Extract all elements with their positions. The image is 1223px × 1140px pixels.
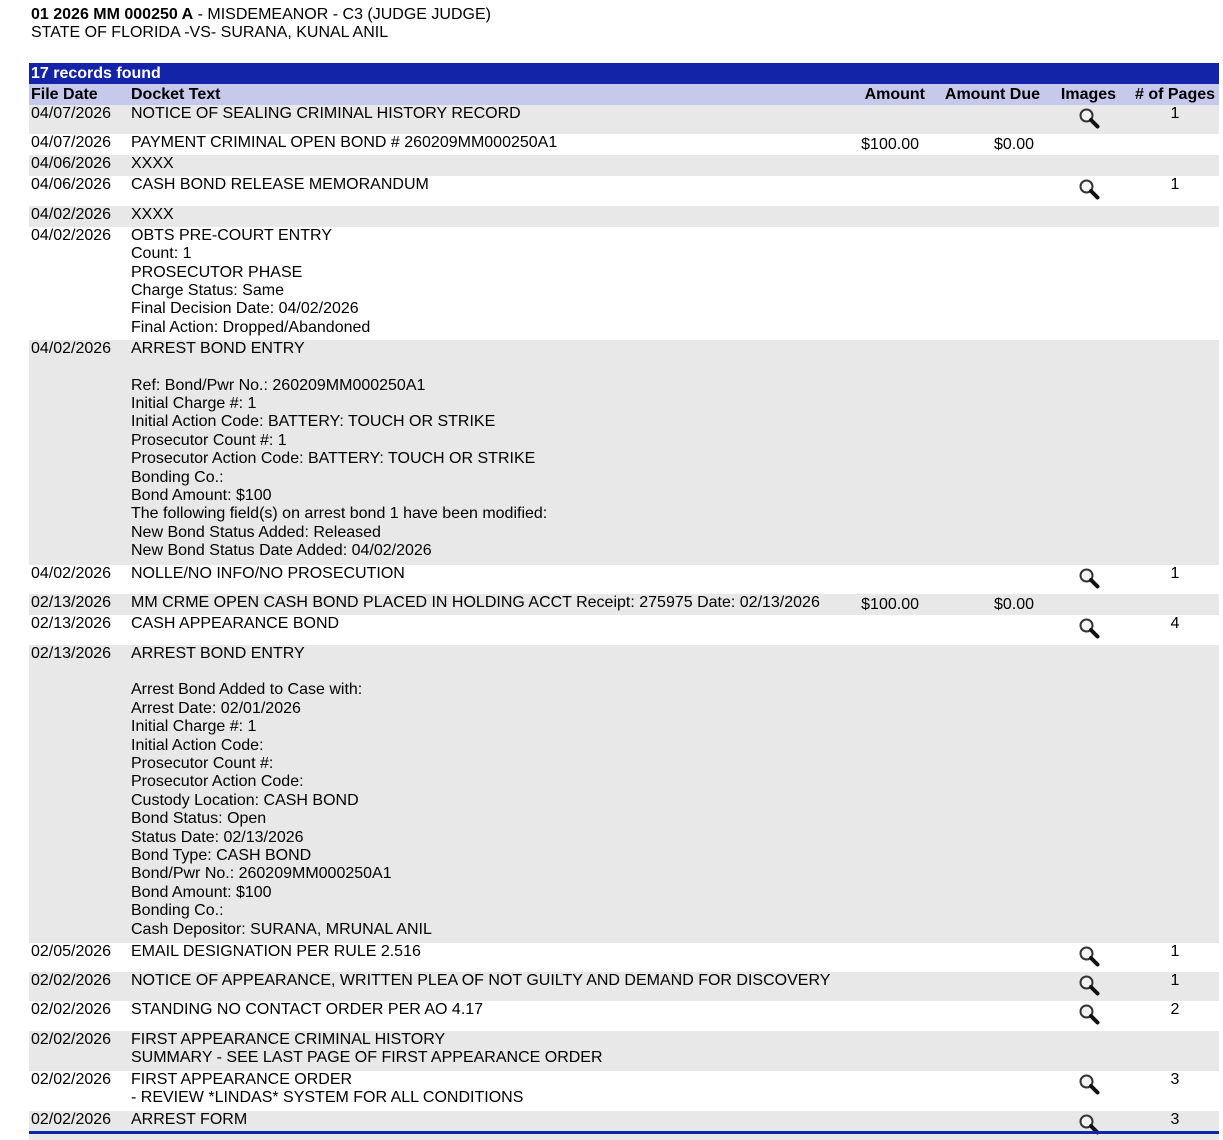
table-row	[29, 615, 1219, 644]
docket-text-line: Bonding Co.:	[131, 902, 224, 920]
table-row	[29, 972, 1219, 1001]
amount-due: $0.00	[931, 594, 1046, 615]
amount-due	[931, 645, 1046, 943]
magnifier-icon[interactable]	[1078, 567, 1100, 589]
page-count	[1131, 340, 1219, 565]
images-cell	[1046, 1071, 1131, 1111]
docket-text-line	[131, 358, 847, 376]
magnifier-icon[interactable]	[1078, 617, 1100, 639]
docket-text-line: Status Date: 02/13/2026	[131, 828, 304, 846]
amount	[847, 105, 931, 134]
docket-text	[129, 594, 847, 615]
images-cell	[1046, 972, 1131, 1001]
docket-text-line: FIRST APPEARANCE ORDER	[131, 1070, 353, 1088]
docket-table	[29, 84, 1219, 1140]
docket-text-line: Initial Action Code: BATTERY: TOUCH OR STRIKE	[131, 413, 496, 431]
docket-text-line: Ref: Bond/Pwr No.: 260209MM000250A1	[131, 376, 426, 394]
docket-text-line: NOTICE OF APPEARANCE, WRITTEN PLEA OF NOT GUILTY AND DEMAND FOR DISCOVERY	[131, 972, 831, 990]
table-row	[29, 340, 1219, 565]
docket-text-line	[131, 663, 847, 681]
page-count	[1131, 155, 1219, 176]
amount: $100.00	[847, 594, 931, 615]
page-count: 1	[1131, 105, 1219, 134]
table-row	[29, 227, 1219, 340]
docket-text-line: Count: 1	[131, 245, 192, 263]
images-cell	[1046, 155, 1131, 176]
table-row	[29, 943, 1219, 972]
col-amount-due: Amount Due	[931, 84, 1046, 105]
docket-text	[129, 105, 847, 134]
docket-text-line: Bond Amount: $100	[131, 883, 272, 901]
docket-text-line: Final Action: Dropped/Abandoned	[131, 318, 371, 336]
docket-text-line: NOLLE/NO INFO/NO PROSECUTION	[131, 564, 405, 582]
col-images: Images	[1046, 84, 1131, 105]
docket-text	[129, 1001, 847, 1030]
case-parties: STATE OF FLORIDA -VS- SURANA, KUNAL ANIL	[31, 24, 389, 41]
images-cell	[1046, 227, 1131, 340]
docket-text-line: FIRST APPEARANCE CRIMINAL HISTORY	[131, 1030, 446, 1048]
magnifier-icon[interactable]	[1078, 1073, 1100, 1095]
docket-text-line: MM CRME OPEN CASH BOND PLACED IN HOLDING ACCT Receipt: 275975 Date: 02/13/2026	[131, 594, 820, 612]
docket-text	[129, 155, 847, 176]
docket-text-line: XXXX	[131, 155, 174, 173]
table-row	[29, 1031, 1219, 1071]
docket-text-line: The following field(s) on arrest bond 1 have been modified:	[131, 505, 548, 523]
docket-text-line: Bonding Co.:	[131, 468, 224, 486]
table-row	[29, 206, 1219, 227]
docket-text-line: OBTS PRE-COURT ENTRY	[131, 226, 332, 244]
amount	[847, 206, 931, 227]
docket-text-line: XXXX	[131, 205, 174, 223]
file-date: 04/06/2026	[29, 155, 129, 176]
docket-text-line: SUMMARY - SEE LAST PAGE OF FIRST APPEARANCE ORDER	[131, 1049, 603, 1067]
docket-text-line: Bond Type: CASH BOND	[131, 847, 312, 865]
records-count-bar: 17 records found	[29, 63, 1219, 84]
docket-text	[129, 1111, 847, 1140]
amount-due	[931, 615, 1046, 644]
page-count	[1131, 645, 1219, 943]
images-cell	[1046, 1111, 1131, 1140]
file-date: 04/06/2026	[29, 176, 129, 205]
amount-due	[931, 972, 1046, 1001]
table-row	[29, 565, 1219, 594]
table-header-row	[29, 84, 1219, 105]
file-date: 02/02/2026	[29, 1071, 129, 1111]
amount	[847, 972, 931, 1001]
page-count: 3	[1131, 1111, 1219, 1140]
docket-text-line: - REVIEW *LINDAS* SYSTEM FOR ALL CONDITIONS	[131, 1089, 524, 1107]
docket-text-line: Charge Status: Same	[131, 282, 284, 300]
docket-text	[129, 565, 847, 594]
page-count: 1	[1131, 943, 1219, 972]
page-count	[1131, 134, 1219, 155]
docket-text-line: Custody Location: CASH BOND	[131, 791, 359, 809]
images-cell	[1046, 1001, 1131, 1030]
images-cell	[1046, 105, 1131, 134]
docket-text-line: Prosecutor Count #:	[131, 755, 274, 773]
amount: $100.00	[847, 134, 931, 155]
docket-text	[129, 227, 847, 340]
amount-due	[931, 565, 1046, 594]
file-date: 02/02/2026	[29, 972, 129, 1001]
amount-due	[931, 206, 1046, 227]
docket-text-line: Bond Status: Open	[131, 810, 267, 828]
docket-text-line: STANDING NO CONTACT ORDER PER AO 4.17	[131, 1001, 484, 1019]
table-row	[29, 105, 1219, 134]
docket-text-line: PAYMENT CRIMINAL OPEN BOND # 260209MM000250A1	[131, 134, 558, 152]
docket-text	[129, 206, 847, 227]
amount-due	[931, 227, 1046, 340]
file-date: 02/02/2026	[29, 1031, 129, 1071]
amount-due	[931, 1111, 1046, 1140]
docket-text-line: EMAIL DESIGNATION PER RULE 2.516	[131, 942, 421, 960]
amount-due: $0.00	[931, 134, 1046, 155]
case-header	[31, 6, 491, 42]
docket-text	[129, 943, 847, 972]
docket-text-line: ARREST FORM	[131, 1110, 248, 1128]
images-cell	[1046, 134, 1131, 155]
file-date: 02/02/2026	[29, 1111, 129, 1140]
table-row	[29, 176, 1219, 205]
amount	[847, 176, 931, 205]
docket-text	[129, 1031, 847, 1071]
file-date: 04/02/2026	[29, 227, 129, 340]
table-row	[29, 645, 1219, 943]
file-date: 02/13/2026	[29, 645, 129, 943]
docket-text-line: Prosecutor Action Code: BATTERY: TOUCH OR STRIKE	[131, 450, 536, 468]
table-row	[29, 1111, 1219, 1140]
page-count: 1	[1131, 565, 1219, 594]
amount	[847, 645, 931, 943]
docket-text	[129, 972, 847, 1001]
docket-text-line: NOTICE OF SEALING CRIMINAL HISTORY RECORD	[131, 105, 521, 122]
docket-text	[129, 340, 847, 565]
images-cell	[1046, 615, 1131, 644]
page-count: 3	[1131, 1071, 1219, 1111]
page-count	[1131, 227, 1219, 340]
amount	[847, 227, 931, 340]
amount-due	[931, 176, 1046, 205]
docket-text-line: Prosecutor Count #: 1	[131, 431, 287, 449]
magnifier-icon[interactable]	[1078, 1003, 1100, 1025]
amount-due	[931, 1031, 1046, 1071]
docket-text-line: PROSECUTOR PHASE	[131, 263, 303, 281]
docket-text-line: ARREST BOND ENTRY	[131, 339, 305, 357]
page-count	[1131, 594, 1219, 615]
col-pages: # of Pages	[1131, 84, 1219, 105]
table-row	[29, 1001, 1219, 1030]
images-cell	[1046, 594, 1131, 615]
table-row	[29, 134, 1219, 155]
magnifier-icon[interactable]	[1078, 107, 1100, 129]
table-row	[29, 1071, 1219, 1111]
page-count: 1	[1131, 176, 1219, 205]
amount	[847, 1001, 931, 1030]
amount-due	[931, 105, 1046, 134]
page-count: 2	[1131, 1001, 1219, 1030]
docket-text-line: Initial Action Code:	[131, 736, 264, 754]
case-number: 01 2026 MM 000250 A	[31, 6, 194, 23]
file-date: 02/13/2026	[29, 615, 129, 644]
file-date: 02/05/2026	[29, 943, 129, 972]
amount-due	[931, 1071, 1046, 1111]
docket-text	[129, 176, 847, 205]
images-cell	[1046, 340, 1131, 565]
docket-text	[129, 645, 847, 943]
amount	[847, 565, 931, 594]
docket-text	[129, 1071, 847, 1111]
file-date: 02/02/2026	[29, 1001, 129, 1030]
images-cell	[1046, 565, 1131, 594]
file-date: 04/02/2026	[29, 206, 129, 227]
docket-text-line: Arrest Date: 02/01/2026	[131, 699, 301, 717]
amount-due	[931, 1001, 1046, 1030]
col-amount: Amount	[847, 84, 931, 105]
images-cell	[1046, 1031, 1131, 1071]
docket-text-line: Prosecutor Action Code:	[131, 773, 304, 791]
amount	[847, 155, 931, 176]
images-cell	[1046, 176, 1131, 205]
case-title-line	[31, 6, 491, 24]
docket-text	[129, 134, 847, 155]
docket-text-line: CASH APPEARANCE BOND	[131, 615, 340, 633]
magnifier-icon[interactable]	[1078, 974, 1100, 996]
images-cell	[1046, 943, 1131, 972]
magnifier-icon[interactable]	[1078, 178, 1100, 200]
page-count	[1131, 206, 1219, 227]
col-file-date: File Date	[29, 84, 129, 105]
docket-text-line: Bond Amount: $100	[131, 487, 272, 505]
amount	[847, 1111, 931, 1140]
file-date: 04/02/2026	[29, 340, 129, 565]
page-count: 4	[1131, 615, 1219, 644]
table-row	[29, 155, 1219, 176]
docket-text-line: ARREST BOND ENTRY	[131, 644, 305, 662]
docket-text-line: Initial Charge #: 1	[131, 718, 257, 736]
images-cell	[1046, 645, 1131, 943]
amount-due	[931, 340, 1046, 565]
page-count: 1	[1131, 972, 1219, 1001]
docket-table-container	[29, 63, 1219, 1140]
docket-text-line: Cash Depositor: SURANA, MRUNAL ANIL	[131, 920, 432, 938]
images-cell	[1046, 206, 1131, 227]
amount	[847, 615, 931, 644]
docket-text-line: Arrest Bond Added to Case with:	[131, 681, 363, 699]
docket-text-line: New Bond Status Date Added: 04/02/2026	[131, 542, 432, 560]
file-date: 02/13/2026	[29, 594, 129, 615]
docket-text-line: Initial Charge #: 1	[131, 395, 257, 413]
docket-text	[129, 615, 847, 644]
col-docket-text: Docket Text	[129, 84, 847, 105]
docket-rows	[29, 105, 1219, 1140]
file-date: 04/07/2026	[29, 134, 129, 155]
amount-due	[931, 155, 1046, 176]
case-type: - MISDEMEANOR - C3 (JUDGE JUDGE)	[193, 6, 491, 23]
docket-text-line: Final Decision Date: 04/02/2026	[131, 300, 359, 318]
magnifier-icon[interactable]	[1078, 945, 1100, 967]
page-count	[1131, 1031, 1219, 1071]
table-row	[29, 594, 1219, 615]
file-date: 04/07/2026	[29, 105, 129, 134]
docket-text-line: Bond/Pwr No.: 260209MM000250A1	[131, 865, 392, 883]
file-date: 04/02/2026	[29, 565, 129, 594]
docket-text-line: CASH BOND RELEASE MEMORANDUM	[131, 176, 429, 194]
amount	[847, 943, 931, 972]
docket-text-line: New Bond Status Added: Released	[131, 523, 381, 541]
amount	[847, 1071, 931, 1111]
amount	[847, 1031, 931, 1071]
amount-due	[931, 943, 1046, 972]
amount	[847, 340, 931, 565]
